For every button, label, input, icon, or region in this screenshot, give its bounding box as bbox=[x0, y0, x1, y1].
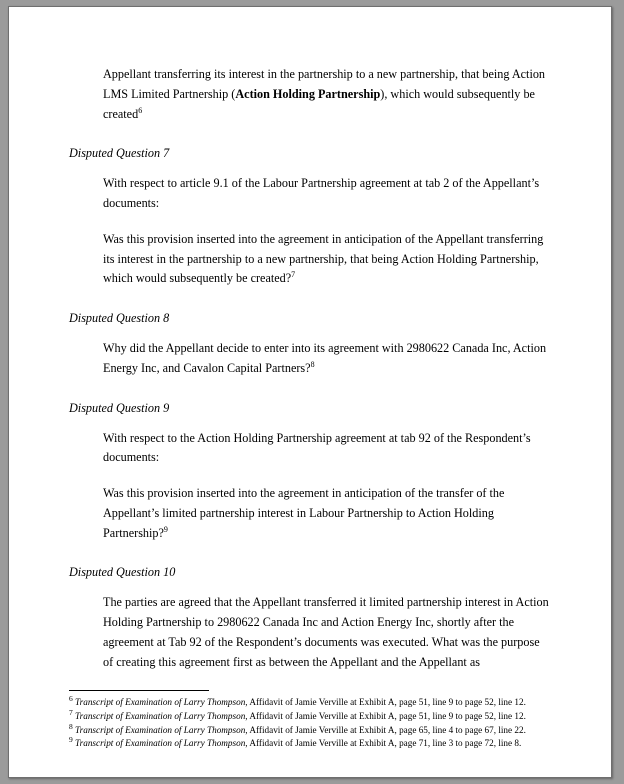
footnote-reference: 6 bbox=[138, 105, 143, 115]
text-run: ), which would subsequently be created bbox=[103, 86, 535, 121]
footnote-6 bbox=[69, 696, 571, 709]
paragraph-q9-question bbox=[69, 484, 551, 543]
text-run: Disputed Question 10 bbox=[69, 565, 176, 580]
text-run: Appellant transferring its interest in the partnership to a new partnership, that being Action LMS Limited Partnership ( bbox=[103, 67, 546, 101]
bold-term: Action Holding Partnership bbox=[235, 86, 381, 101]
footnote-9 bbox=[69, 737, 571, 750]
text-run: Why did the Appellant decide to enter into its agreement with 2980622 Canada Inc, Action Energy Inc, and Cavalon Capital Partners? bbox=[103, 341, 547, 375]
footnote-reference: 9 bbox=[163, 524, 168, 534]
footnote-number: 9 bbox=[69, 735, 73, 745]
text-run: The parties are agreed that the Appellant transferred it limited partnership interest in Action Holding Partnership to 2980622 Canada Inc and Action Energy Inc, shortly after the agreement at Tab 92 of the Respondent’s documents was executed. What was the purpose of creating this agreement first as between the Appellant and the Appellant as bbox=[103, 595, 549, 669]
footnote-number: 6 bbox=[69, 694, 73, 704]
text-run: Disputed Question 7 bbox=[69, 146, 170, 161]
heading-disputed-question-8 bbox=[69, 311, 551, 326]
text-run: With respect to article 9.1 of the Labour Partnership agreement at tab 2 of the Appellant’s documents: bbox=[103, 176, 540, 211]
footnote-source-title: Transcript of Examination of Larry Thompson bbox=[72, 697, 246, 708]
footnote-citation-detail: , Affidavit of Jamie Verville at Exhibit A, page 71, line 3 to page 72, line 8. bbox=[245, 738, 522, 749]
footnote-source-title: Transcript of Examination of Larry Thompson bbox=[72, 710, 246, 721]
footnote-area bbox=[69, 690, 571, 751]
paragraph-q10-question bbox=[69, 593, 551, 672]
page-content bbox=[9, 7, 611, 777]
footnote-number: 8 bbox=[69, 721, 73, 731]
paragraph-continued bbox=[69, 65, 551, 124]
footnote-separator bbox=[69, 690, 209, 691]
footnote-reference: 7 bbox=[291, 270, 296, 280]
text-run: Was this provision inserted into the agreement in anticipation of the Appellant transferring its interest in the partnership to a new partnership, that being Action Holding Partnership, which would subsequently be created? bbox=[103, 231, 544, 286]
footnote-citation-detail: , Affidavit of Jamie Verville at Exhibit A, page 51, line 9 to page 52, line 12. bbox=[245, 710, 526, 721]
footnote-source-title: Transcript of Examination of Larry Thompson bbox=[72, 738, 246, 749]
heading-disputed-question-9 bbox=[69, 401, 551, 416]
paragraph-q7-question bbox=[69, 230, 551, 289]
text-run: Disputed Question 9 bbox=[69, 400, 170, 415]
text-run: With respect to the Action Holding Partnership agreement at tab 92 of the Respondent’s documents: bbox=[103, 430, 531, 465]
footnote-number: 7 bbox=[69, 707, 73, 717]
paragraph-q7-intro bbox=[69, 174, 551, 214]
footnote-8 bbox=[69, 721, 571, 737]
footnote-source-title: Transcript of Examination of Larry Thompson bbox=[72, 724, 246, 735]
heading-disputed-question-7 bbox=[69, 146, 551, 161]
paragraph-q8-question bbox=[69, 339, 551, 379]
heading-disputed-question-10 bbox=[69, 565, 551, 580]
text-run: Was this provision inserted into the agreement in anticipation of the transfer of the Appellant’s limited partnership interest in Labour Partnership to Action Holding Partnership? bbox=[103, 486, 505, 540]
footnote-reference: 8 bbox=[310, 359, 315, 369]
footnote-citation-detail: , Affidavit of Jamie Verville at Exhibit A, page 65, line 4 to page 67, line 22. bbox=[245, 724, 526, 735]
footnote-7 bbox=[69, 707, 571, 723]
paragraph-q9-intro bbox=[69, 429, 551, 469]
text-run: Disputed Question 8 bbox=[69, 311, 170, 326]
footnote-citation-detail: , Affidavit of Jamie Verville at Exhibit A, page 51, line 9 to page 52, line 12. bbox=[245, 697, 526, 708]
document-page bbox=[8, 6, 612, 778]
